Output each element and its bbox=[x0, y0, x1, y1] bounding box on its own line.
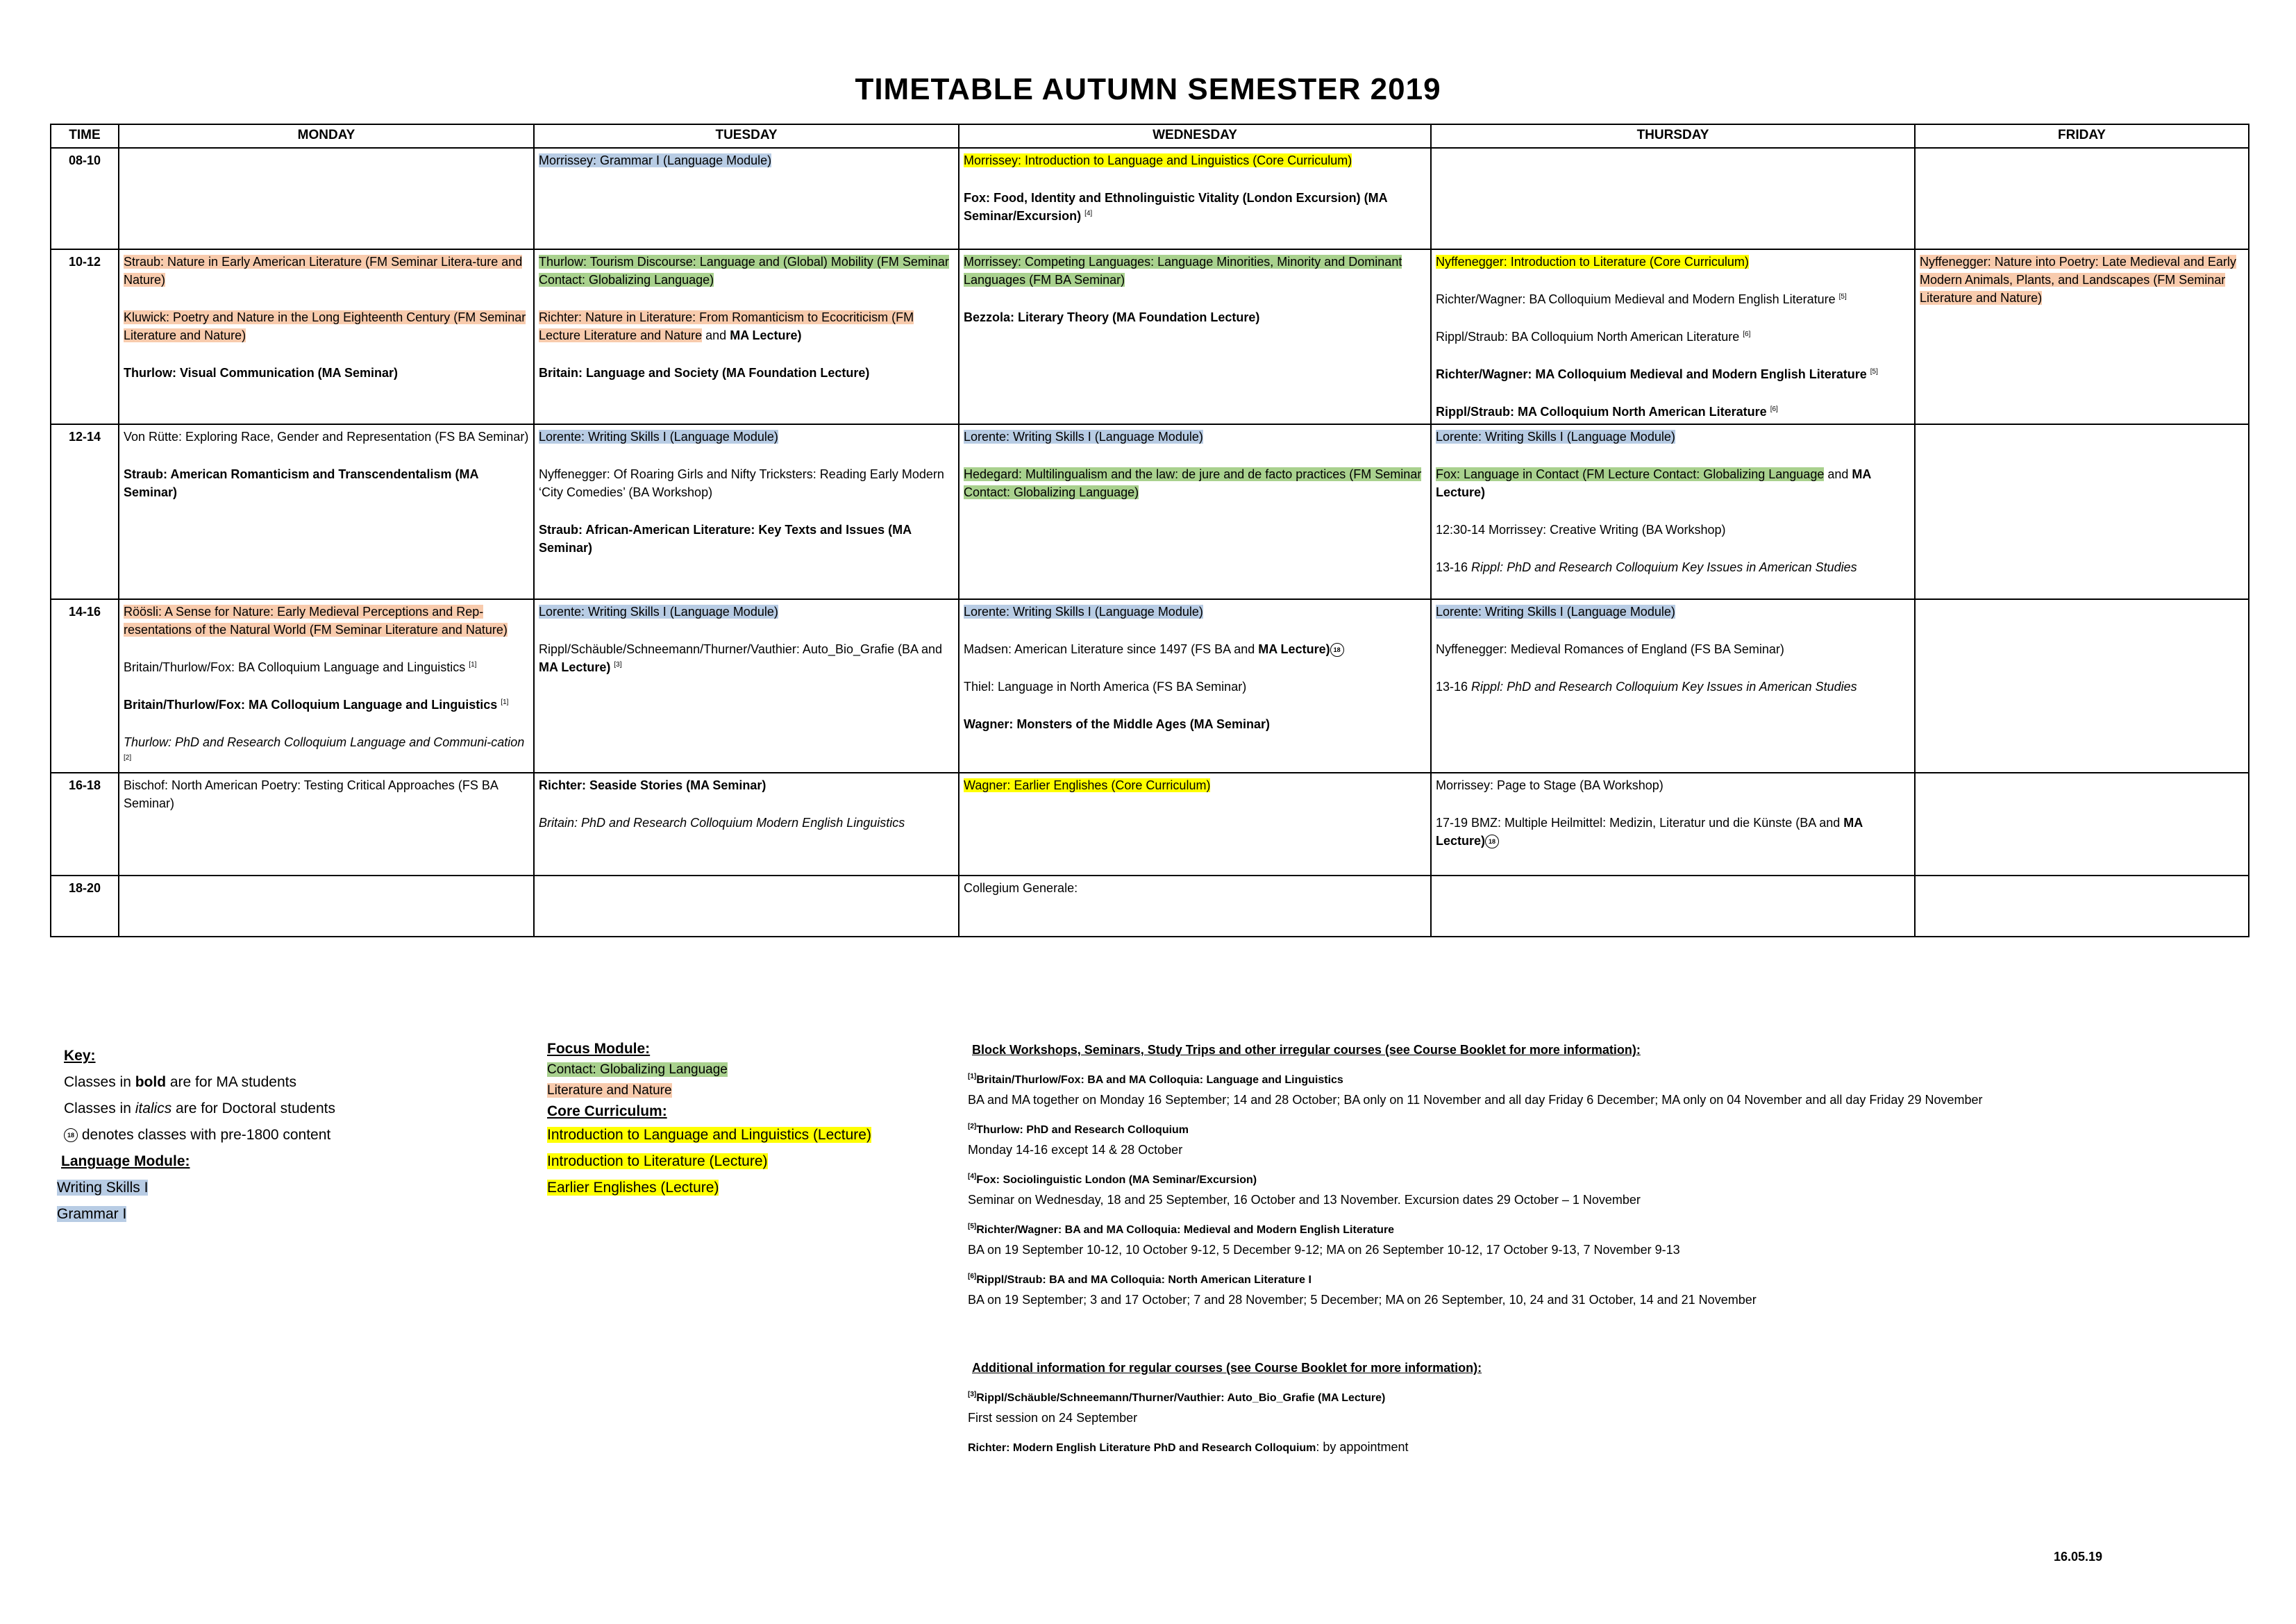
course-text-bold: MA Lecture) bbox=[1436, 467, 1871, 499]
footnote-marker: [6] bbox=[1743, 330, 1751, 338]
info-title: Richter/Wagner: BA and MA Colloquia: Medieval and Modern English Literature bbox=[976, 1224, 1395, 1236]
key-italic-line: Classes in italics are for Doctoral students bbox=[64, 1100, 335, 1116]
timetable-cell bbox=[959, 424, 1431, 599]
course-text: Britain: Language and Society (MA Foundation Lecture) bbox=[539, 366, 870, 380]
footnote-marker: [5] bbox=[968, 1223, 977, 1230]
footnote-marker: [3] bbox=[968, 1391, 977, 1398]
footnote-marker: [5] bbox=[1838, 293, 1847, 301]
core-item-linguistics: Introduction to Language and Linguistics (Lecture) bbox=[547, 1127, 871, 1143]
timetable-cell bbox=[119, 148, 534, 249]
timetable-cell bbox=[959, 148, 1431, 249]
info-item bbox=[968, 1119, 2238, 1160]
time-slot: 12-14 bbox=[51, 424, 119, 599]
course-text: Nyffenegger: Introduction to Literature (Core Curriculum) bbox=[1436, 255, 1749, 269]
column-header: WEDNESDAY bbox=[959, 124, 1431, 148]
course-entry bbox=[1920, 253, 2244, 307]
focus-item-contact: Contact: Globalizing Language bbox=[547, 1062, 728, 1077]
language-module-heading: Language Module: bbox=[61, 1153, 190, 1169]
info-title: Rippl/Schäuble/Schneemann/Thurner/Vauthier: Auto_Bio_Grafie (MA Lecture) bbox=[976, 1392, 1386, 1404]
course-text: Bezzola: Literary Theory (MA Foundation Lecture) bbox=[964, 310, 1260, 324]
course-text: Wagner: Monsters of the Middle Ages (MA Seminar) bbox=[964, 717, 1271, 731]
course-text: Straub: Nature in Early American Literature (FM Seminar Litera-ture and Nature) bbox=[124, 255, 523, 287]
course-entry bbox=[964, 640, 1426, 658]
course-entry bbox=[539, 521, 954, 557]
course-entry bbox=[1436, 365, 1910, 383]
footnote-marker: [3] bbox=[614, 661, 622, 669]
course-entry bbox=[124, 428, 529, 446]
course-entry bbox=[539, 814, 954, 832]
time-slot: 18-20 bbox=[51, 876, 119, 937]
timetable-cell bbox=[119, 773, 534, 876]
course-text-bold: MA Lecture) bbox=[730, 328, 802, 342]
pre-1800-circle-icon: 18 bbox=[64, 1128, 78, 1142]
course-text: Richter/Wagner: MA Colloquium Medieval and Modern English Literature bbox=[1436, 367, 1867, 381]
language-item-grammar: Grammar I bbox=[57, 1206, 127, 1222]
column-header: MONDAY bbox=[119, 124, 534, 148]
footnote-marker: [6] bbox=[968, 1273, 977, 1280]
course-entry bbox=[964, 253, 1426, 289]
course-text: Thurlow: PhD and Research Colloquium Language and Communi-cation bbox=[124, 735, 525, 749]
course-text: Nyffenegger: Nature into Poetry: Late Medieval and Early Modern Animals, Plants, and Landscapes (FM Seminar Literature and Nature) bbox=[1920, 255, 2236, 305]
pre-1800-circle-icon: 18 bbox=[1330, 643, 1344, 657]
info-item bbox=[968, 1269, 2238, 1309]
course-entry bbox=[1436, 640, 1910, 658]
course-text: Thurlow: Visual Communication (MA Seminar) bbox=[124, 366, 399, 380]
timetable-cell bbox=[1915, 599, 2249, 773]
course-text: Britain: PhD and Research Colloquium Modern English Linguistics bbox=[539, 816, 905, 830]
info-title: Richter: Modern English Literature PhD and Research Colloquium bbox=[968, 1442, 1316, 1454]
timetable-cell bbox=[1431, 599, 1915, 773]
column-header: TUESDAY bbox=[534, 124, 959, 148]
course-text: Fox: Language in Contact (FM Lecture Contact: Globalizing Language bbox=[1436, 467, 1825, 481]
course-text: Madsen: American Literature since 1497 (FS BA and bbox=[964, 642, 1259, 656]
course-text: Morrissey: Competing Languages: Language Minorities, Minority and Dominant Languages (FM BA Seminar) bbox=[964, 255, 1402, 287]
course-entry bbox=[964, 776, 1426, 794]
course-entry bbox=[539, 364, 954, 382]
course-text: Von Rütte: Exploring Race, Gender and Representation (FS BA Seminar) bbox=[124, 430, 529, 444]
course-entry bbox=[539, 603, 954, 621]
timetable-cell bbox=[1915, 773, 2249, 876]
course-text: Straub: African-American Literature: Key Texts and Issues (MA Seminar) bbox=[539, 523, 912, 555]
regular-heading: Additional information for regular courses (see Course Booklet for more information): bbox=[972, 1361, 1482, 1375]
course-entry bbox=[1436, 290, 1910, 308]
course-entry bbox=[124, 696, 529, 714]
course-entry bbox=[1436, 558, 1910, 576]
info-body: Seminar on Wednesday, 18 and 25 September, 16 October and 13 November. Excursion dates 29 October – 1 November bbox=[968, 1193, 1641, 1207]
timetable-cell bbox=[1915, 249, 2249, 424]
timetable-cell bbox=[959, 249, 1431, 424]
course-entry bbox=[1436, 521, 1910, 539]
course-entry bbox=[124, 364, 529, 382]
course-entry bbox=[124, 658, 529, 676]
course-text: Richter: Nature in Literature: From Romanticism to Ecocriticism (FM Lecture Literature and Nature bbox=[539, 310, 914, 342]
course-text: Richter/Wagner: BA Colloquium Medieval and Modern English Literature bbox=[1436, 292, 1836, 306]
info-item bbox=[968, 1219, 2238, 1259]
info-body: BA and MA together on Monday 16 September; 14 and 28 October; BA only on 11 November and all day Friday 6 December; MA only on 04 November and all day Friday 29 November bbox=[968, 1093, 1983, 1107]
course-entry bbox=[124, 308, 529, 344]
course-text: Lorente: Writing Skills I (Language Module) bbox=[1436, 430, 1675, 444]
course-entry bbox=[1436, 403, 1910, 421]
info-body: BA on 19 September; 3 and 17 October; 7 and 28 November; 5 December; MA on 26 September, 10, 24 and 31 October, 14 and 21 November bbox=[968, 1293, 1757, 1307]
focus-section bbox=[547, 1039, 871, 1201]
timetable-cell bbox=[1431, 249, 1915, 424]
column-header: THURSDAY bbox=[1431, 124, 1915, 148]
info-item bbox=[968, 1387, 2238, 1428]
course-entry bbox=[964, 603, 1426, 621]
course-text: Rippl/Schäuble/Schneemann/Thurner/Vauthier: Auto_Bio_Grafie (BA and bbox=[539, 642, 943, 656]
timetable-cell bbox=[1431, 424, 1915, 599]
info-title: Rippl/Straub: BA and MA Colloquia: North American Literature I bbox=[976, 1274, 1312, 1286]
info-body: First session on 24 September bbox=[968, 1411, 1138, 1425]
course-text-after: and bbox=[1824, 467, 1852, 481]
course-text: 13-16 Rippl: PhD and Research Colloquium Key Issues in American Studies bbox=[1436, 680, 1857, 694]
timetable bbox=[50, 124, 2249, 937]
course-entry bbox=[539, 776, 954, 794]
footnote-marker: [4] bbox=[968, 1173, 977, 1180]
course-text: 17-19 BMZ: Multiple Heilmittel: Medizin, Literatur und die Künste (BA and bbox=[1436, 816, 1844, 830]
footnote-marker: [1] bbox=[968, 1073, 977, 1080]
info-body: BA on 19 September 10-12, 10 October 9-12, 5 December 9-12; MA on 26 September 10-12, 17 October 9-13, 7 November 9-13 bbox=[968, 1243, 1680, 1257]
course-text: Thurlow: Tourism Discourse: Language and (Global) Mobility (FM Seminar Contact: Globalizing Language) bbox=[539, 255, 949, 287]
page-title: TIMETABLE AUTUMN SEMESTER 2019 bbox=[855, 72, 1441, 106]
timetable-row bbox=[51, 876, 2249, 937]
info-item bbox=[968, 1069, 2238, 1110]
timetable-row bbox=[51, 249, 2249, 424]
timetable-cell bbox=[959, 876, 1431, 937]
course-entry bbox=[539, 465, 954, 501]
course-entry bbox=[1436, 678, 1910, 696]
course-entry bbox=[1436, 814, 1910, 850]
footnote-marker: [2] bbox=[124, 754, 132, 762]
course-text: Röösli: A Sense for Nature: Early Medieval Perceptions and Rep-resentations of the Natural World (FM Seminar Literature and Nature) bbox=[124, 605, 508, 637]
timetable-cell bbox=[119, 249, 534, 424]
course-text: Britain/Thurlow/Fox: BA Colloquium Language and Linguistics bbox=[124, 660, 466, 674]
course-text: Rippl/Straub: MA Colloquium North American Literature bbox=[1436, 405, 1767, 419]
info-item bbox=[968, 1169, 2238, 1209]
course-text: Morrissey: Grammar I (Language Module) bbox=[539, 153, 772, 167]
pre-1800-circle-icon: 18 bbox=[1485, 835, 1499, 848]
course-entry bbox=[964, 151, 1426, 169]
core-item-literature: Introduction to Literature (Lecture) bbox=[547, 1153, 768, 1169]
course-text: Nyffenegger: Of Roaring Girls and Nifty Tricksters: Reading Early Modern ‘City Comedies’ (BA Workshop) bbox=[539, 467, 944, 499]
course-text: Lorente: Writing Skills I (Language Module) bbox=[964, 430, 1203, 444]
course-text: Wagner: Earlier Englishes (Core Curriculum) bbox=[964, 778, 1211, 792]
language-item-writing: Writing Skills I bbox=[57, 1180, 149, 1196]
key-circle-line: 18 denotes classes with pre-1800 content bbox=[64, 1122, 335, 1148]
time-slot: 16-18 bbox=[51, 773, 119, 876]
course-entry bbox=[964, 879, 1426, 897]
course-text-bold: MA Lecture) bbox=[1436, 816, 1863, 848]
course-text: Nyffenegger: Medieval Romances of England (FS BA Seminar) bbox=[1436, 642, 1784, 656]
timetable-cell bbox=[534, 599, 959, 773]
key-section bbox=[57, 1043, 335, 1228]
timetable-cell bbox=[534, 876, 959, 937]
footnote-marker: [5] bbox=[1870, 368, 1878, 376]
course-entry bbox=[1436, 776, 1910, 794]
info-title: Britain/Thurlow/Fox: BA and MA Colloquia: Language and Linguistics bbox=[976, 1074, 1343, 1086]
course-text: Kluwick: Poetry and Nature in the Long Eighteenth Century (FM Seminar Literature and Nature) bbox=[124, 310, 526, 342]
key-bold-line: Classes in bold are for MA students bbox=[64, 1074, 296, 1090]
course-entry bbox=[124, 733, 529, 769]
course-text: Fox: Food, Identity and Ethnolinguistic Vitality (London Excursion) (MA Seminar/Excursion) bbox=[964, 191, 1387, 223]
course-text: Morrissey: Page to Stage (BA Workshop) bbox=[1436, 778, 1664, 792]
course-entry bbox=[124, 253, 529, 289]
course-text: 13-16 Rippl: PhD and Research Colloquium Key Issues in American Studies bbox=[1436, 560, 1857, 574]
timetable-cell bbox=[534, 148, 959, 249]
course-entry bbox=[539, 253, 954, 289]
block-info bbox=[968, 1040, 2238, 1468]
course-text: Lorente: Writing Skills I (Language Module) bbox=[1436, 605, 1675, 619]
course-entry bbox=[539, 428, 954, 446]
timetable-cell bbox=[119, 876, 534, 937]
course-text-bold: MA Lecture) bbox=[539, 660, 611, 674]
course-entry bbox=[964, 308, 1426, 326]
course-entry bbox=[124, 465, 529, 501]
course-text: Rippl/Straub: BA Colloquium North American Literature bbox=[1436, 330, 1740, 344]
course-entry bbox=[539, 640, 954, 676]
course-text-after: and bbox=[702, 328, 730, 342]
footnote-marker: [1] bbox=[469, 661, 477, 669]
timetable-cell bbox=[1915, 876, 2249, 937]
course-entry bbox=[1436, 253, 1910, 271]
course-entry bbox=[124, 776, 529, 812]
timetable-cell bbox=[119, 424, 534, 599]
timetable-cell bbox=[119, 599, 534, 773]
time-slot: 14-16 bbox=[51, 599, 119, 773]
timetable-cell bbox=[1431, 773, 1915, 876]
course-entry bbox=[1436, 603, 1910, 621]
timetable-cell bbox=[534, 773, 959, 876]
key-heading: Key: bbox=[64, 1048, 96, 1064]
block-heading: Block Workshops, Seminars, Study Trips and other irregular courses (see Course Booklet for more information): bbox=[972, 1043, 1641, 1057]
timetable-cell bbox=[534, 424, 959, 599]
time-slot: 08-10 bbox=[51, 148, 119, 249]
course-text: Hedegard: Multilingualism and the law: de jure and de facto practices (FM Seminar Contact: Globalizing Language) bbox=[964, 467, 1422, 499]
course-entry bbox=[964, 189, 1426, 225]
course-text: Britain/Thurlow/Fox: MA Colloquium Language and Linguistics bbox=[124, 698, 498, 712]
course-text: Bischof: North American Poetry: Testing Critical Approaches (FS BA Seminar) bbox=[124, 778, 498, 810]
info-title: Fox: Sociolinguistic London (MA Seminar/Excursion) bbox=[976, 1174, 1257, 1186]
time-slot: 10-12 bbox=[51, 249, 119, 424]
course-text: Richter: Seaside Stories (MA Seminar) bbox=[539, 778, 766, 792]
footnote-marker: [4] bbox=[1084, 210, 1093, 217]
course-entry bbox=[964, 428, 1426, 446]
course-entry bbox=[964, 678, 1426, 696]
timetable-cell bbox=[1915, 148, 2249, 249]
course-text: Lorente: Writing Skills I (Language Module) bbox=[964, 605, 1203, 619]
course-entry bbox=[1436, 465, 1910, 501]
course-text: Thiel: Language in North America (FS BA Seminar) bbox=[964, 680, 1247, 694]
course-entry bbox=[1436, 428, 1910, 446]
core-curriculum-heading: Core Curriculum: bbox=[547, 1103, 667, 1119]
info-title: Thurlow: PhD and Research Colloquium bbox=[976, 1124, 1189, 1136]
timetable-row bbox=[51, 773, 2249, 876]
timetable-row bbox=[51, 148, 2249, 249]
course-text: Lorente: Writing Skills I (Language Module) bbox=[539, 605, 778, 619]
timetable-header-row bbox=[51, 124, 2249, 148]
timetable-cell bbox=[1431, 876, 1915, 937]
course-text: Morrissey: Introduction to Language and Linguistics (Core Curriculum) bbox=[964, 153, 1352, 167]
column-header: TIME bbox=[51, 124, 119, 148]
info-tail: : by appointment bbox=[1316, 1440, 1409, 1454]
course-entry bbox=[124, 603, 529, 639]
course-entry bbox=[539, 151, 954, 169]
timetable-cell bbox=[959, 773, 1431, 876]
course-entry bbox=[1436, 328, 1910, 346]
timetable-row bbox=[51, 599, 2249, 773]
course-text: 12:30-14 Morrissey: Creative Writing (BA Workshop) bbox=[1436, 523, 1726, 537]
course-text: Straub: American Romanticism and Transcendentalism (MA Seminar) bbox=[124, 467, 478, 499]
footnote-marker: [2] bbox=[968, 1123, 977, 1130]
info-body: Monday 14-16 except 14 & 28 October bbox=[968, 1143, 1183, 1157]
timetable-cell bbox=[1431, 148, 1915, 249]
timetable-cell bbox=[959, 599, 1431, 773]
course-text: Collegium Generale: bbox=[964, 881, 1078, 895]
document-date: 16.05.19 bbox=[2054, 1550, 2103, 1564]
info-item bbox=[968, 1437, 2238, 1458]
focus-heading: Focus Module: bbox=[547, 1041, 651, 1057]
course-entry bbox=[539, 308, 954, 344]
timetable-cell bbox=[534, 249, 959, 424]
core-item-englishes: Earlier Englishes (Lecture) bbox=[547, 1180, 719, 1196]
footnote-marker: [1] bbox=[501, 698, 509, 706]
course-entry bbox=[964, 715, 1426, 733]
course-text-bold: MA Lecture) bbox=[1258, 642, 1330, 656]
focus-item-literature: Literature and Nature bbox=[547, 1083, 672, 1098]
course-text: Lorente: Writing Skills I (Language Module) bbox=[539, 430, 778, 444]
footnote-marker: [6] bbox=[1770, 405, 1778, 413]
timetable-cell bbox=[1915, 424, 2249, 599]
timetable-row bbox=[51, 424, 2249, 599]
column-header: FRIDAY bbox=[1915, 124, 2249, 148]
course-entry bbox=[964, 465, 1426, 501]
